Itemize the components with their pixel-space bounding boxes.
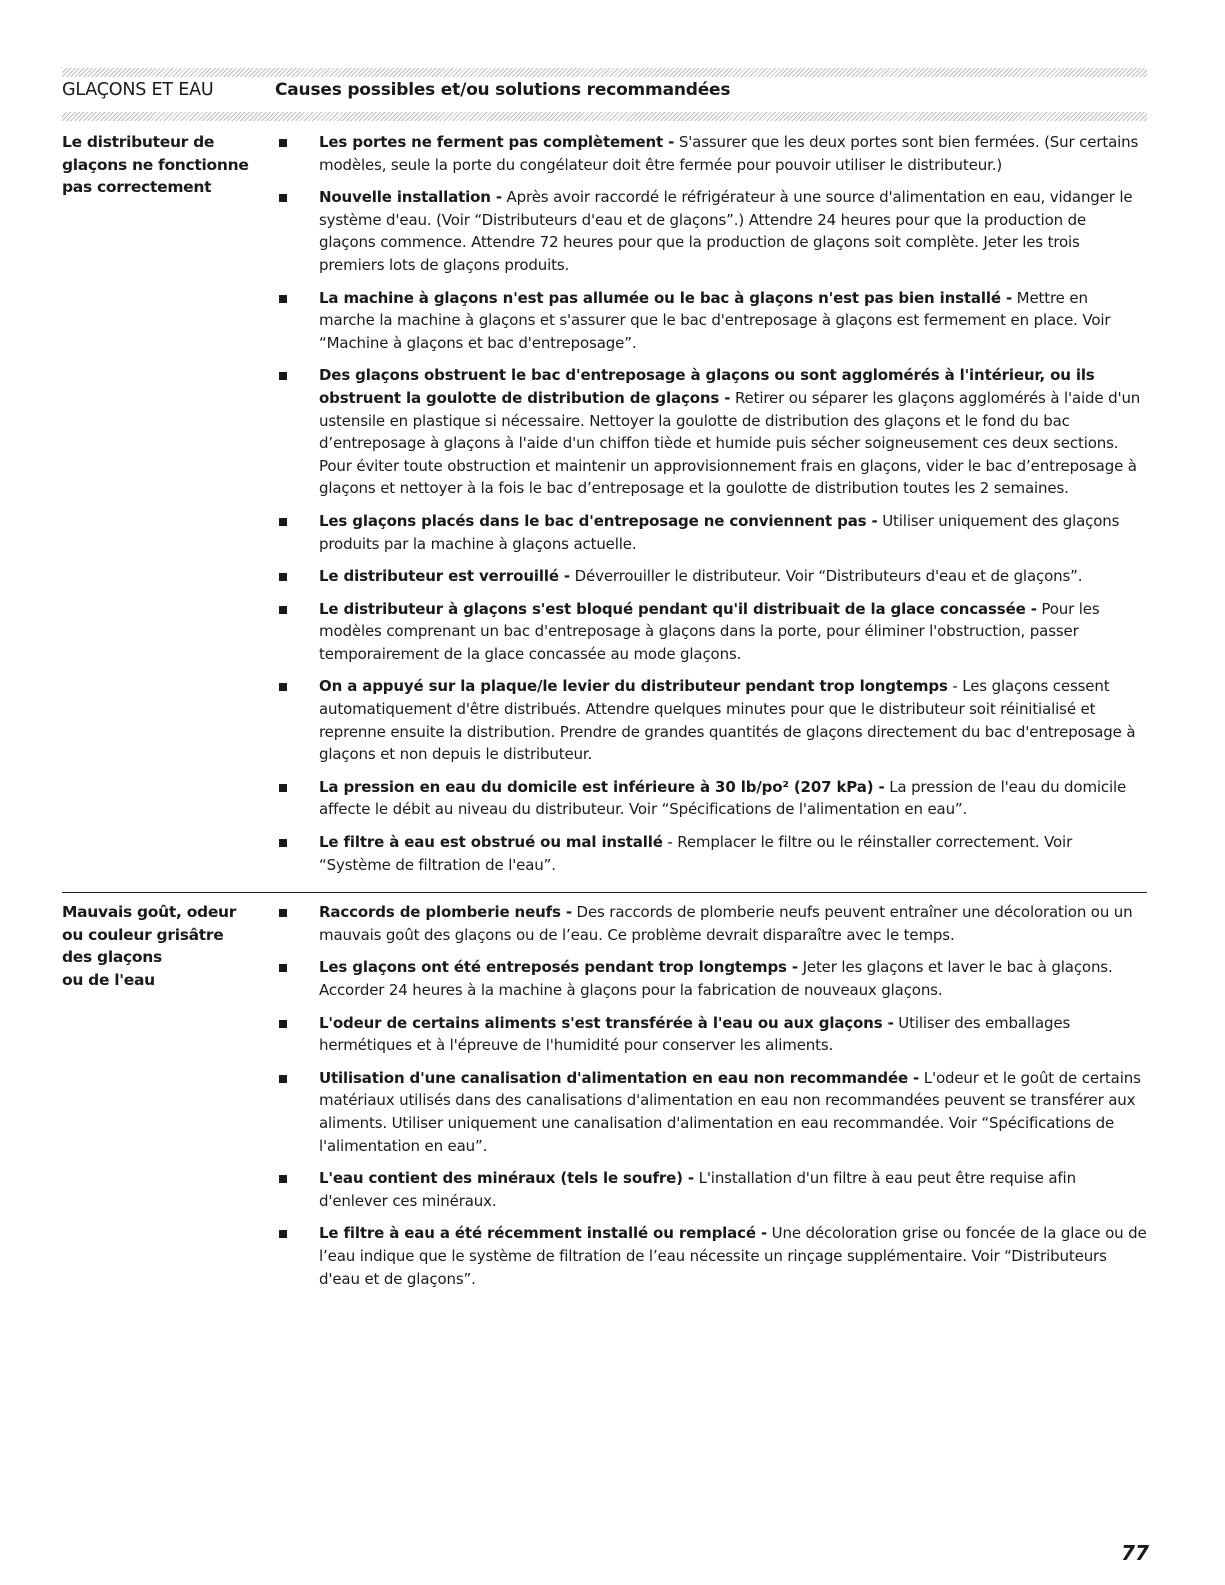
page-number: 77 [1121,1541,1149,1565]
solution-text: Retirer ou séparer les glaçons agglomérés à l'aide d'un ustensile en plastique si nécessaire. Nettoyer la goulotte de distribution des glaçons et le fond du bac d’entreposage à glaçons à l'aide d'un chiffon tiède et humide puis sécher soigneusement ces deux sections. Pour éviter toute obstruction et maintenir un approvisionnement frais en glaçons, vider le bac d’entreposage à glaçons et nettoyer à la fois le bac d’entreposage et la goulotte de distribution toutes les 2 semaines. [319,388,1141,498]
square-bullet-icon [279,1175,287,1183]
solution-text: Utiliser uniquement des glaçons produits par la machine à glaçons actuelle. [319,511,1120,553]
solution-item [275,831,1147,876]
solution-text: Utiliser des emballages hermétiques et à l'épreuve de l'humidité pour conserver les aliments. [319,1013,1071,1055]
solution-text: Jeter les glaçons et laver le bac à glaçons. Accorder 24 heures à la machine à glaçons pour la fabrication de nouveaux glaçons. [319,958,1113,999]
problem-column-title: GLAÇONS ET EAU [62,80,214,100]
solution-text: S'assurer que les deux portes sont bien fermées. (Sur certains modèles, seule la porte du congélateur doit être fermée pour pouvoir utiliser le distributeur.) [319,133,1139,174]
solution-title: L'odeur de certains aliments s'est transférée à l'eau ou aux glaçons - [319,1013,894,1032]
square-bullet-icon [279,839,287,847]
header-bottom-rule [62,112,1147,121]
problem-line: ou de l'eau [62,970,155,989]
square-bullet-icon [279,372,287,380]
solution-title: Les glaçons ont été entreposés pendant trop longtemps - [319,958,798,977]
problem-line: pas correctement [62,178,212,196]
problem-label [62,131,275,886]
square-bullet-icon [279,683,287,691]
solution-title: L'eau contient des minéraux (tels le soufre) - [319,1169,694,1188]
solution-item [275,565,1147,588]
solution-item [275,1067,1147,1157]
square-bullet-icon [279,295,287,303]
solution-item [275,598,1147,666]
solution-title: Raccords de plomberie neufs - [319,903,572,922]
solution-title: Le distributeur est verrouillé - [319,567,570,586]
problem-line: Mauvais goût, odeur [62,903,237,922]
solution-item [275,1222,1147,1290]
solution-item [275,776,1147,821]
solution-item [275,186,1147,276]
solution-text: Des raccords de plomberie neufs peuvent entraîner une décoloration ou un mauvais goût des glaçons ou de l’eau. Ce problème devrait disparaître avec le temps. [319,903,1133,944]
solution-title: Le filtre à eau est obstrué ou mal installé [319,833,663,852]
solution-title: Le filtre à eau a été récemment installé ou remplacé - [319,1224,768,1243]
solution-title: La machine à glaçons n'est pas allumée ou le bac à glaçons n'est pas bien installé - [319,288,1013,307]
solution-item [275,287,1147,355]
problem-line: ou couleur grisâtre [62,925,224,944]
square-bullet-icon [279,964,287,972]
solution-title: Le distributeur à glaçons s'est bloqué pendant qu'il distribuait de la glace concassée - [319,599,1037,618]
solution-item [275,131,1147,176]
section-bad-taste-odor [62,892,1147,1300]
solution-list [275,131,1147,886]
solution-title: On a appuyé sur la plaque/le levier du distributeur pendant trop longtemps [319,677,948,696]
solution-item [275,1167,1147,1212]
solution-text: - Les glaçons cessent automatiquement d'être distribués. Attendre quelques minutes pour que le distributeur soit réinitialisé et reprenne ensuite la distribution. Prendre de grandes quantités de glaçons directement du bac d'entreposage à glaçons et non depuis le distributeur. [319,677,1136,764]
section-ice-dispenser [62,131,1147,886]
square-bullet-icon [279,1230,287,1238]
solution-text: Une décoloration grise ou foncée de la glace ou de l’eau indique que le système de filtration de l’eau nécessite un rinçage supplémentaire. Voir “Distributeurs d'eau et de glaçons”. [319,1224,1147,1288]
square-bullet-icon [279,606,287,614]
square-bullet-icon [279,139,287,147]
square-bullet-icon [279,1020,287,1028]
solution-title: La pression en eau du domicile est inférieure à 30 lb/po² (207 kPa) - [319,777,885,796]
square-bullet-icon [279,573,287,581]
solution-item [275,956,1147,1001]
problem-line: glaçons ne fonctionne [62,155,249,174]
square-bullet-icon [279,784,287,792]
solution-text: Pour les modèles comprenant un bac d'entreposage à glaçons dans la porte, pour éliminer l'obstruction, passer temporairement de la glace concassée au mode glaçons. [319,599,1100,663]
problem-line: des glaçons [62,948,162,967]
square-bullet-icon [279,1075,287,1083]
solution-text: - Remplacer le filtre ou le réinstaller correctement. Voir “Système de filtration de l'eau”. [319,833,1073,874]
solution-item [275,364,1147,500]
solution-list [275,901,1147,1300]
solution-item [275,675,1147,765]
solution-title: Les glaçons placés dans le bac d'entreposage ne conviennent pas - [319,511,878,530]
table-header [62,80,1147,110]
solution-item [275,901,1147,946]
solution-text: L'odeur et le goût de certains matériaux utilisés dans des canalisations d'alimentation en eau non recommandées peuvent se transférer aux aliments. Utiliser uniquement une canalisation d'alimentation en eau recommandée. Voir “Spécifications de l'alimentation en eau”. [319,1068,1141,1155]
solution-text: Après avoir raccordé le réfrigérateur à une source d'alimentation en eau, vidanger le système d'eau. (Voir “Distributeurs d'eau et de glaçons”.) Attendre 24 heures pour que la production de glaçons commence. Attendre 72 heures pour que la production de glaçons soit complète. Jeter les trois premiers lots de glaçons produits. [319,188,1133,274]
solution-item [275,510,1147,555]
solution-text: La pression de l'eau du domicile affecte le débit au niveau du distributeur. Voir “Spécifications de l'alimentation en eau”. [319,777,1127,819]
problem-line: Le distributeur de [62,133,215,151]
solution-title: Des glaçons obstruent le bac d'entreposage à glaçons ou sont agglomérés à l'intérieur, ou ils obstruent la goulotte de distribution de glaçons - [319,366,1095,407]
solution-title: Utilisation d'une canalisation d'alimentation en eau non recommandée - [319,1068,920,1087]
causes-column-title: Causes possibles et/ou solutions recommandées [275,80,731,100]
solution-title: Nouvelle installation - [319,188,502,207]
solution-text: Mettre en marche la machine à glaçons et s'assurer que le bac d'entreposage à glaçons est fermement en place. Voir “Machine à glaçons et bac d'entreposage”. [319,288,1111,352]
solution-text: Déverrouiller le distributeur. Voir “Distributeurs d'eau et de glaçons”. [570,567,1083,586]
square-bullet-icon [279,909,287,917]
problem-label [62,901,275,1300]
solution-item [275,1012,1147,1057]
square-bullet-icon [279,518,287,526]
troubleshooting-page [62,68,1147,1300]
square-bullet-icon [279,194,287,202]
solution-title: Les portes ne ferment pas complètement - [319,133,675,151]
header-top-rule [62,68,1147,77]
solution-text: L'installation d'un filtre à eau peut être requise afin d'enlever ces minéraux. [319,1169,1076,1210]
